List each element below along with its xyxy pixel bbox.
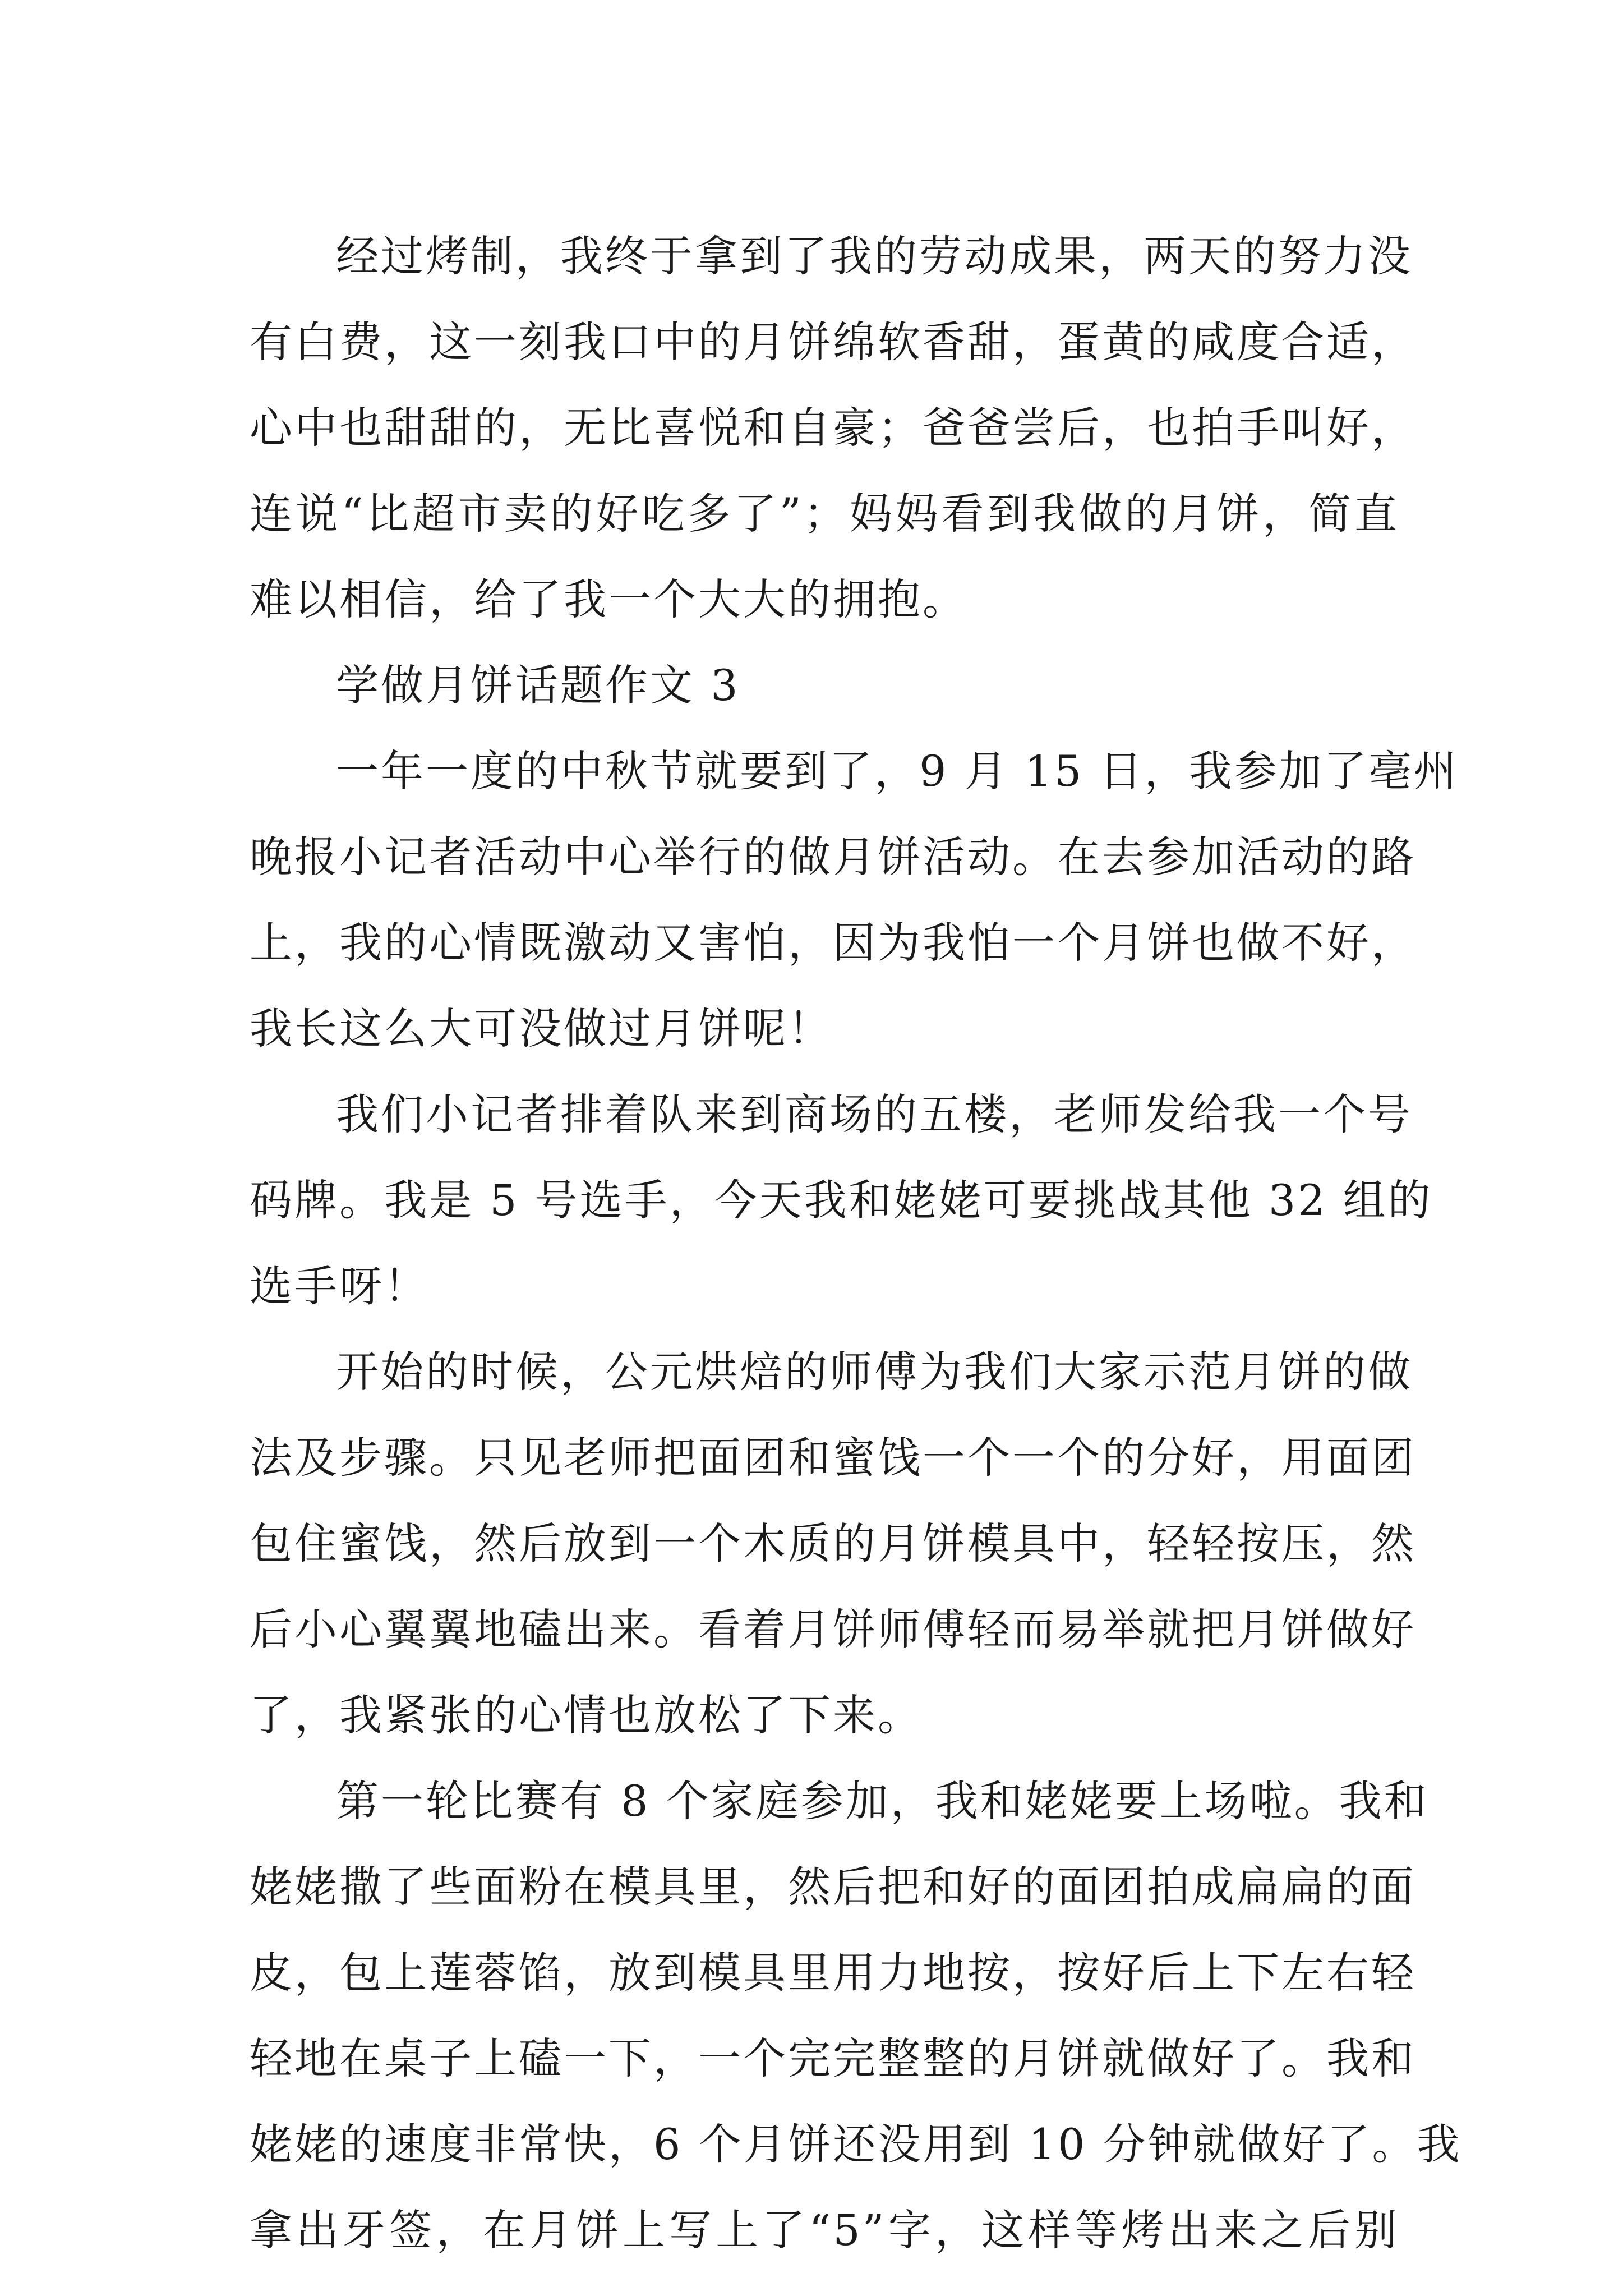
- text-line: 码牌。我是 5 号选手，今天我和姥姥可要挑战其他 32 组的: [250, 1175, 1433, 1225]
- text-line: 法及步骤。只见老师把面团和蜜饯一个一个的分好，用面团: [250, 1433, 1416, 1483]
- text-line: 心中也甜甜的，无比喜悦和自豪；爸爸尝后，也拍手叫好，: [250, 403, 1416, 453]
- text-line: 难以相信，给了我一个大大的拥抱。: [250, 574, 967, 624]
- text-line: 晚报小记者活动中心举行的做月饼活动。在去参加活动的路: [250, 832, 1416, 882]
- text-line: 姥姥撒了些面粉在模具里，然后把和好的面团拍成扁扁的面: [250, 1862, 1416, 1912]
- text-line: 有白费，这一刻我口中的月饼绵软香甜，蛋黄的咸度合适，: [250, 317, 1416, 367]
- text-line: 我们小记者排着队来到商场的五楼，老师发给我一个号: [336, 1089, 1413, 1139]
- text-line: 了，我紧张的心情也放松了下来。: [250, 1690, 923, 1740]
- document-body: [250, 213, 1462, 2273]
- text-line: 连说“比超市卖的好吃多了”；妈妈看到我做的月饼，简直: [250, 489, 1399, 539]
- text-line: 选手呀！: [250, 1261, 429, 1311]
- text-line: 轻地在桌子上磕一下，一个完完整整的月饼就做好了。我和: [250, 2033, 1416, 2083]
- section-heading: 学做月饼话题作文 3: [336, 660, 740, 710]
- text-line: 后小心翼翼地磕出来。看着月饼师傅轻而易举就把月饼做好: [250, 1604, 1416, 1654]
- text-line: 拿出牙签，在月饼上写上了“5”字，这样等烤出来之后别: [250, 2205, 1399, 2255]
- text-line: 一年一度的中秋节就要到了，9 月 15 日，我参加了亳州: [336, 746, 1459, 796]
- text-line: 我长这么大可没做过月饼呢！: [250, 1004, 833, 1053]
- text-line: 第一轮比赛有 8 个家庭参加，我和姥姥要上场啦。我和: [336, 1776, 1429, 1826]
- text-line: 开始的时候，公元烘焙的师傅为我们大家示范月饼的做: [336, 1347, 1413, 1397]
- text-line: 包住蜜饯，然后放到一个木质的月饼模具中，轻轻按压，然: [250, 1519, 1416, 1568]
- text-line: 上，我的心情既激动又害怕，因为我怕一个月饼也做不好，: [250, 918, 1416, 968]
- text-line: 皮，包上莲蓉馅，放到模具里用力地按，按好后上下左右轻: [250, 1948, 1416, 1998]
- text-line: 经过烤制，我终于拿到了我的劳动成果，两天的努力没: [336, 231, 1413, 281]
- text-line: 姥姥的速度非常快，6 个月饼还没用到 10 分钟就做好了。我: [250, 2119, 1462, 2169]
